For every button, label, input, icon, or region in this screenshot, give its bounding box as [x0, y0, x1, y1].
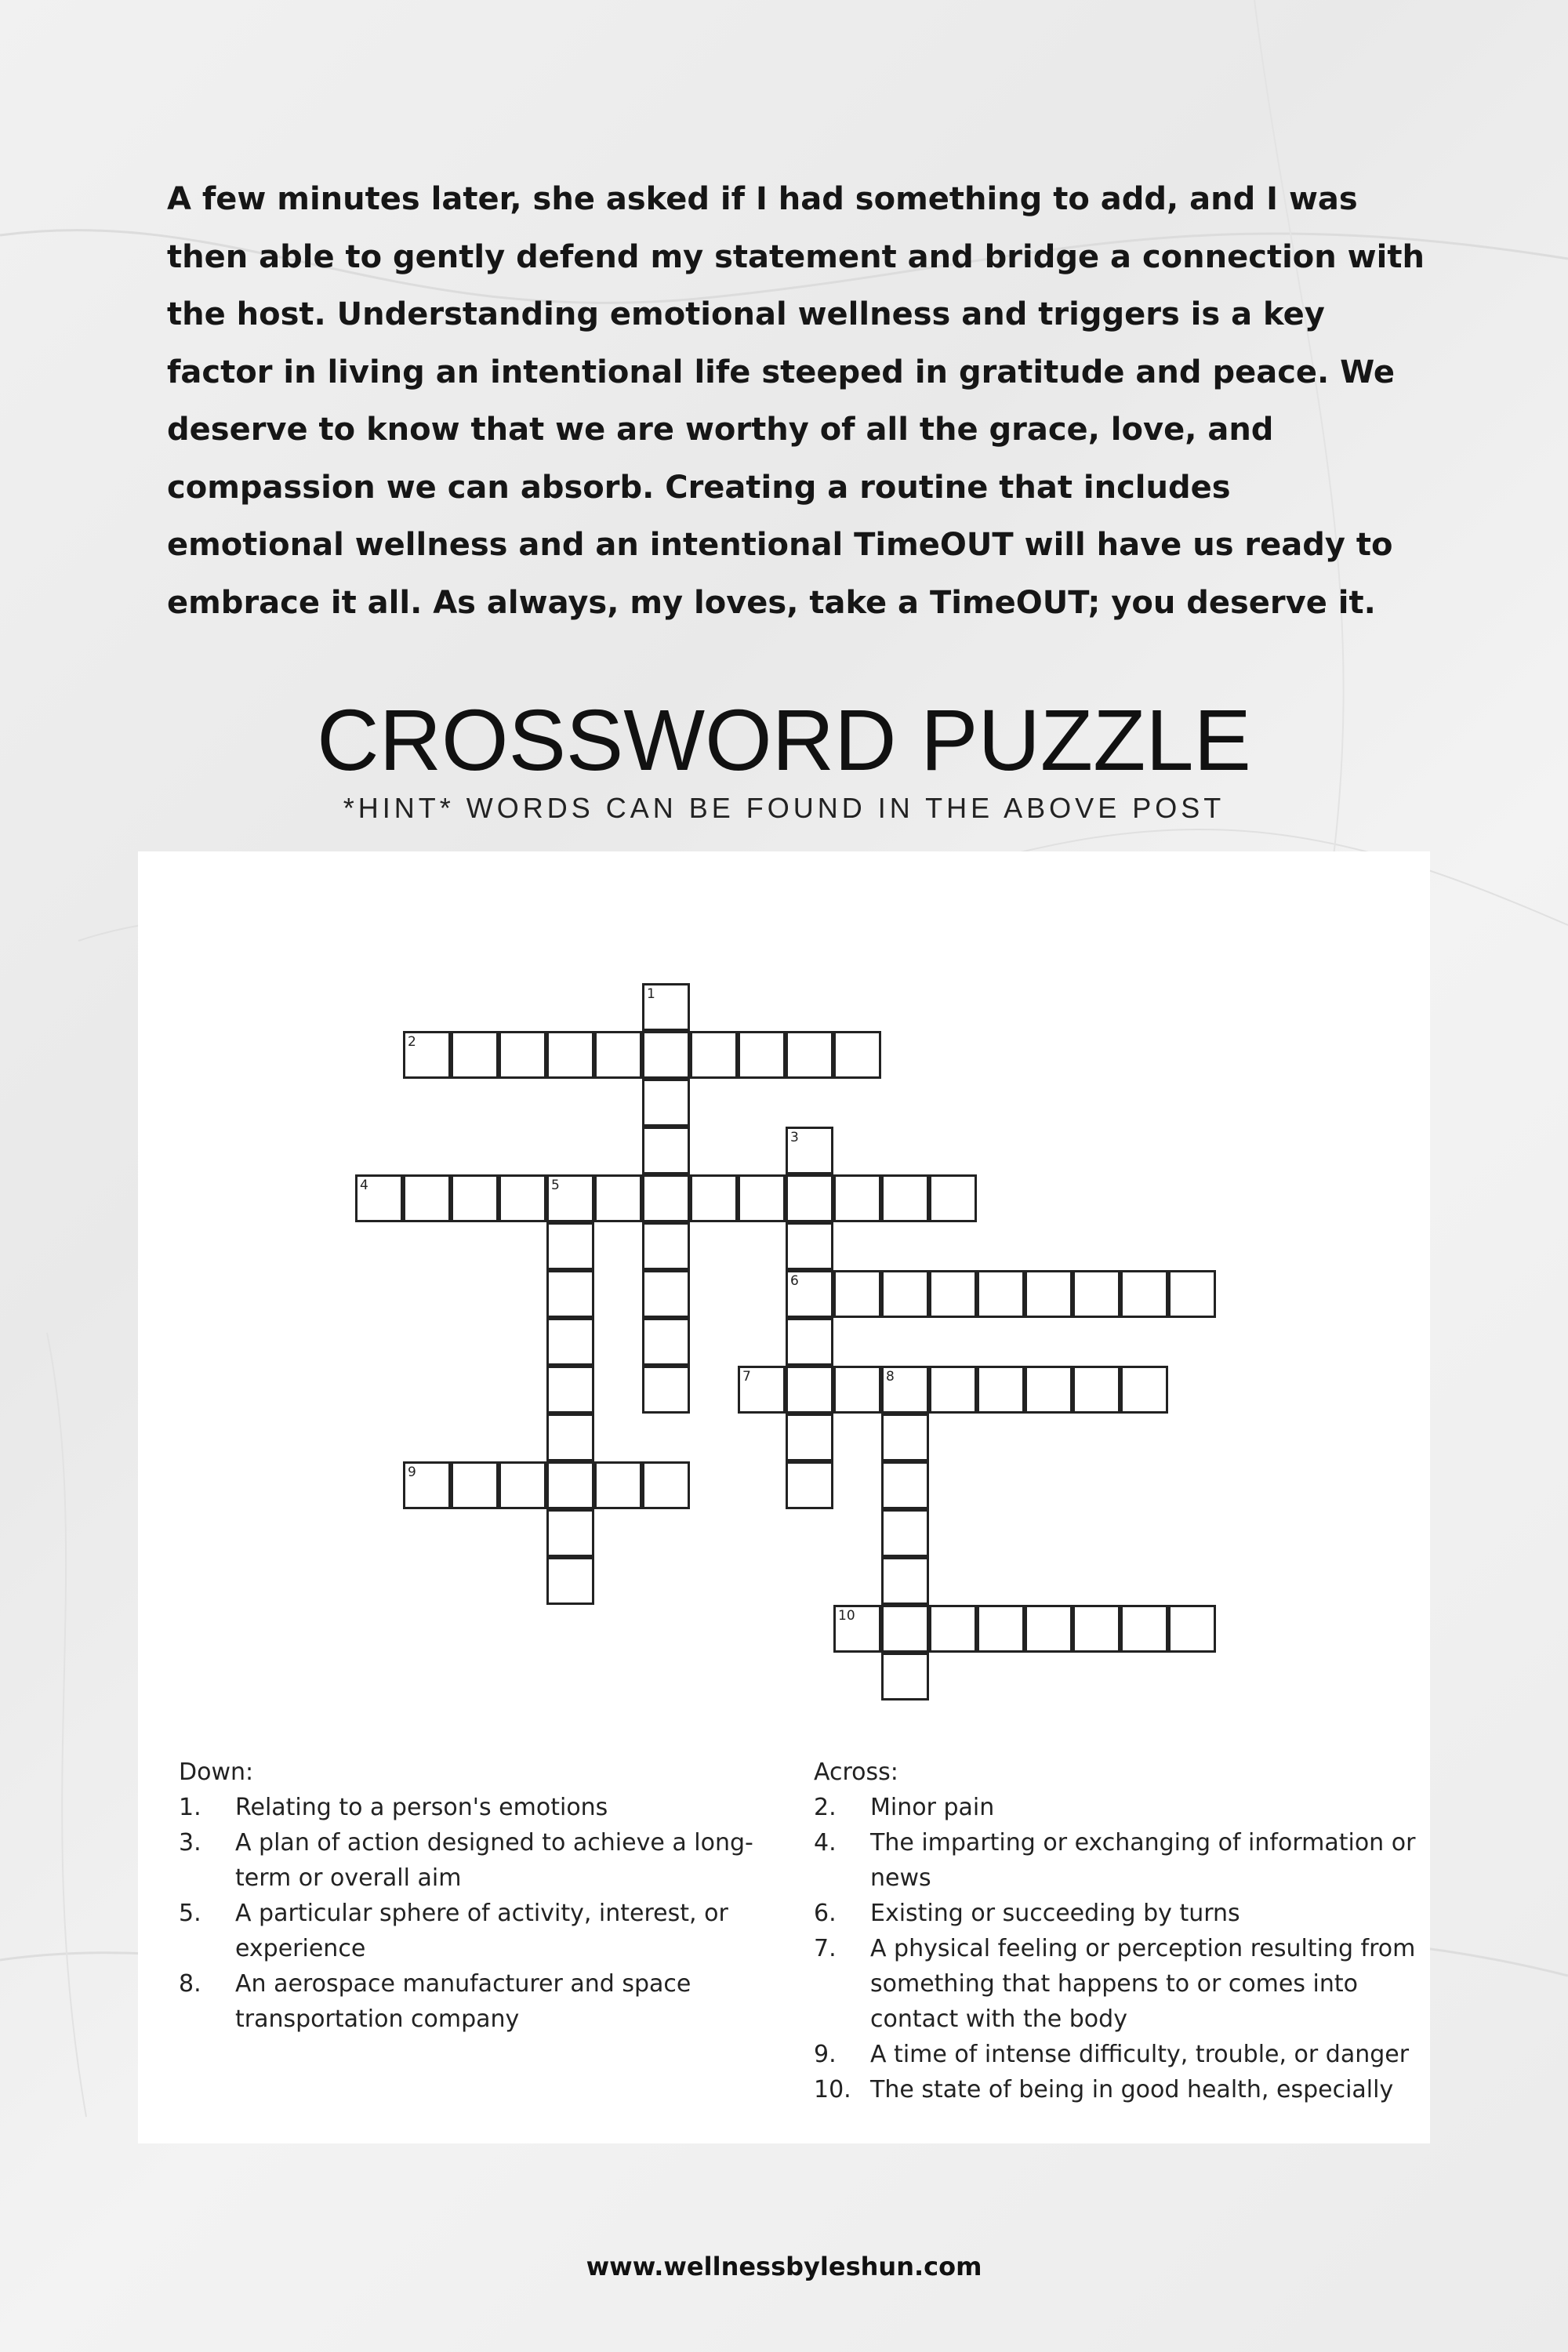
crossword-cell[interactable]	[642, 1222, 690, 1270]
crossword-cell[interactable]	[1120, 1366, 1168, 1414]
crossword-cell[interactable]	[977, 1270, 1025, 1318]
across-clues	[814, 1755, 1417, 2131]
clue-item	[814, 1825, 1417, 1896]
crossword-cell[interactable]	[642, 1366, 690, 1414]
crossword-cell[interactable]	[881, 1174, 929, 1222]
intro-line: compassion we can absorb. Creating a routine that includes	[167, 469, 1231, 506]
crossword-cell[interactable]	[546, 1318, 594, 1366]
crossword-cell[interactable]	[1073, 1605, 1120, 1653]
clue-number: 4.	[814, 1829, 837, 1857]
crossword-cell[interactable]	[881, 1461, 929, 1509]
crossword-cell[interactable]	[546, 1270, 594, 1318]
intro-line: then able to gently defend my statement and bridge a connection with	[167, 238, 1425, 275]
crossword-cell[interactable]	[1168, 1270, 1216, 1318]
crossword-cell[interactable]	[786, 1318, 833, 1366]
clue-item	[179, 1896, 759, 1966]
crossword-cell[interactable]	[499, 1461, 546, 1509]
crossword-cell[interactable]	[786, 1366, 833, 1414]
crossword-cell[interactable]	[642, 1174, 690, 1222]
clue-number-label: 8	[886, 1369, 895, 1385]
intro-line: emotional wellness and an intentional TimeOUT will have us ready to	[167, 527, 1393, 563]
crossword-cell[interactable]	[1025, 1270, 1073, 1318]
crossword-cell[interactable]	[1025, 1366, 1073, 1414]
crossword-cell[interactable]	[451, 1174, 499, 1222]
intro-line: the host. Understanding emotional wellness and triggers is a key	[167, 296, 1325, 332]
intro-paragraph	[167, 171, 1425, 632]
clue-item	[179, 1966, 759, 2037]
clue-text: An aerospace manufacturer and space transportation company	[235, 1970, 691, 2033]
crossword-cell[interactable]	[833, 1031, 881, 1079]
crossword-cell[interactable]	[786, 1461, 833, 1509]
clue-item	[814, 2072, 1417, 2107]
crossword-cell[interactable]	[642, 983, 690, 1031]
crossword-cell[interactable]	[881, 1557, 929, 1605]
crossword-cell[interactable]	[690, 1031, 738, 1079]
clue-number: 2.	[814, 1794, 837, 1821]
crossword-cell[interactable]	[977, 1366, 1025, 1414]
crossword-cell[interactable]	[499, 1174, 546, 1222]
crossword-cell[interactable]	[929, 1605, 977, 1653]
clue-number-label: 2	[408, 1034, 416, 1050]
clue-number: 7.	[814, 1935, 837, 1962]
crossword-cell[interactable]	[594, 1461, 642, 1509]
crossword-cell[interactable]	[546, 1557, 594, 1605]
crossword-cell[interactable]	[1168, 1605, 1216, 1653]
clue-number-label: 9	[408, 1465, 416, 1480]
clue-number-label: 6	[790, 1273, 799, 1289]
crossword-cell[interactable]	[690, 1174, 738, 1222]
clue-number-label: 5	[551, 1178, 560, 1193]
clue-item	[814, 1790, 1417, 1825]
clue-text: Minor pain	[870, 1794, 995, 1821]
crossword-cell[interactable]	[403, 1461, 451, 1509]
crossword-card	[138, 851, 1430, 2143]
clue-item	[179, 1825, 759, 1896]
clue-text: The state of being in good health, especially	[870, 2076, 1394, 2103]
crossword-cell[interactable]	[546, 1414, 594, 1461]
crossword-cell[interactable]	[929, 1174, 977, 1222]
crossword-cell[interactable]	[1120, 1605, 1168, 1653]
crossword-cell[interactable]	[594, 1174, 642, 1222]
intro-line: embrace it all. As always, my loves, take a TimeOUT; you deserve it.	[167, 584, 1376, 621]
crossword-grid	[138, 851, 1430, 1682]
clue-text: A plan of action designed to achieve a long-term or overall aim	[235, 1829, 753, 1892]
clue-text: The imparting or exchanging of information or news	[870, 1829, 1416, 1892]
crossword-cell[interactable]	[642, 1079, 690, 1127]
puzzle-hint: *HINT* WORDS CAN BE FOUND IN THE ABOVE POST	[343, 792, 1225, 824]
down-clues	[179, 1755, 759, 2037]
crossword-cell[interactable]	[546, 1222, 594, 1270]
crossword-cell[interactable]	[594, 1031, 642, 1079]
crossword-cell[interactable]	[1120, 1270, 1168, 1318]
crossword-cell[interactable]	[1025, 1605, 1073, 1653]
crossword-cell[interactable]	[881, 1605, 929, 1653]
crossword-cell[interactable]	[546, 1031, 594, 1079]
crossword-cell[interactable]	[786, 1414, 833, 1461]
crossword-cell[interactable]	[786, 1270, 833, 1318]
clue-number: 3.	[179, 1829, 201, 1857]
crossword-cell[interactable]	[546, 1366, 594, 1414]
crossword-cell[interactable]	[403, 1031, 451, 1079]
clue-text: A physical feeling or perception resulting from something that happens to or comes into contact with the body	[870, 1935, 1416, 2033]
clue-number: 8.	[179, 1970, 201, 1998]
crossword-cell[interactable]	[929, 1366, 977, 1414]
crossword-cell[interactable]	[786, 1127, 833, 1174]
crossword-cell[interactable]	[881, 1653, 929, 1700]
down-heading: Down:	[179, 1759, 254, 1786]
clue-text: Existing or succeeding by turns	[870, 1900, 1240, 1927]
clue-number-label: 3	[790, 1130, 799, 1145]
crossword-cell[interactable]	[546, 1174, 594, 1222]
crossword-cell[interactable]	[786, 1222, 833, 1270]
clue-number: 5.	[179, 1900, 201, 1927]
clue-number: 6.	[814, 1900, 837, 1927]
crossword-cell[interactable]	[929, 1270, 977, 1318]
crossword-cell[interactable]	[355, 1174, 403, 1222]
intro-line: A few minutes later, she asked if I had something to add, and I was	[167, 181, 1358, 217]
crossword-cell[interactable]	[881, 1509, 929, 1557]
across-heading: Across:	[814, 1759, 898, 1786]
crossword-cell[interactable]	[642, 1127, 690, 1174]
website-url[interactable]: www.wellnessbyleshun.com	[586, 2252, 982, 2281]
crossword-cell[interactable]	[738, 1366, 786, 1414]
crossword-cell[interactable]	[642, 1318, 690, 1366]
crossword-cell[interactable]	[1073, 1366, 1120, 1414]
crossword-cell[interactable]	[1073, 1270, 1120, 1318]
crossword-cell[interactable]	[642, 1270, 690, 1318]
intro-line: factor in living an intentional life steeped in gratitude and peace. We	[167, 354, 1395, 390]
clue-number: 9.	[814, 2041, 837, 2068]
intro-line: deserve to know that we are worthy of all the grace, love, and	[167, 412, 1274, 448]
clue-item	[179, 1790, 759, 1825]
crossword-cell[interactable]	[833, 1605, 881, 1653]
crossword-cell[interactable]	[881, 1270, 929, 1318]
crossword-cell[interactable]	[881, 1366, 929, 1414]
clue-number-label: 7	[742, 1369, 751, 1385]
puzzle-title: CROSSWORD PUZZLE	[317, 692, 1251, 789]
crossword-cell[interactable]	[833, 1174, 881, 1222]
crossword-cell[interactable]	[833, 1366, 881, 1414]
clue-text: A particular sphere of activity, interest, or experience	[235, 1900, 728, 1962]
crossword-cell[interactable]	[977, 1605, 1025, 1653]
crossword-cell[interactable]	[451, 1461, 499, 1509]
clue-text: Relating to a person's emotions	[235, 1794, 608, 1821]
clue-number-label: 1	[647, 986, 655, 1002]
clue-number: 1.	[179, 1794, 201, 1821]
crossword-cell[interactable]	[833, 1270, 881, 1318]
crossword-cell[interactable]	[786, 1174, 833, 1222]
crossword-cell[interactable]	[786, 1031, 833, 1079]
crossword-cell[interactable]	[499, 1031, 546, 1079]
crossword-cell[interactable]	[451, 1031, 499, 1079]
clue-number-label: 10	[838, 1608, 855, 1624]
clue-text: A time of intense difficulty, trouble, or danger	[870, 2041, 1410, 2068]
clue-item	[814, 2037, 1417, 2072]
crossword-cell[interactable]	[546, 1461, 594, 1509]
crossword-cell[interactable]	[881, 1414, 929, 1461]
crossword-cell[interactable]	[738, 1174, 786, 1222]
clue-item	[814, 1896, 1417, 1931]
crossword-cell[interactable]	[403, 1174, 451, 1222]
clue-number: 10.	[814, 2076, 851, 2103]
crossword-cell[interactable]	[642, 1031, 690, 1079]
crossword-cell[interactable]	[738, 1031, 786, 1079]
clue-number-label: 4	[360, 1178, 368, 1193]
crossword-cell[interactable]	[642, 1461, 690, 1509]
crossword-cell[interactable]	[546, 1509, 594, 1557]
clue-item	[814, 1931, 1417, 2037]
